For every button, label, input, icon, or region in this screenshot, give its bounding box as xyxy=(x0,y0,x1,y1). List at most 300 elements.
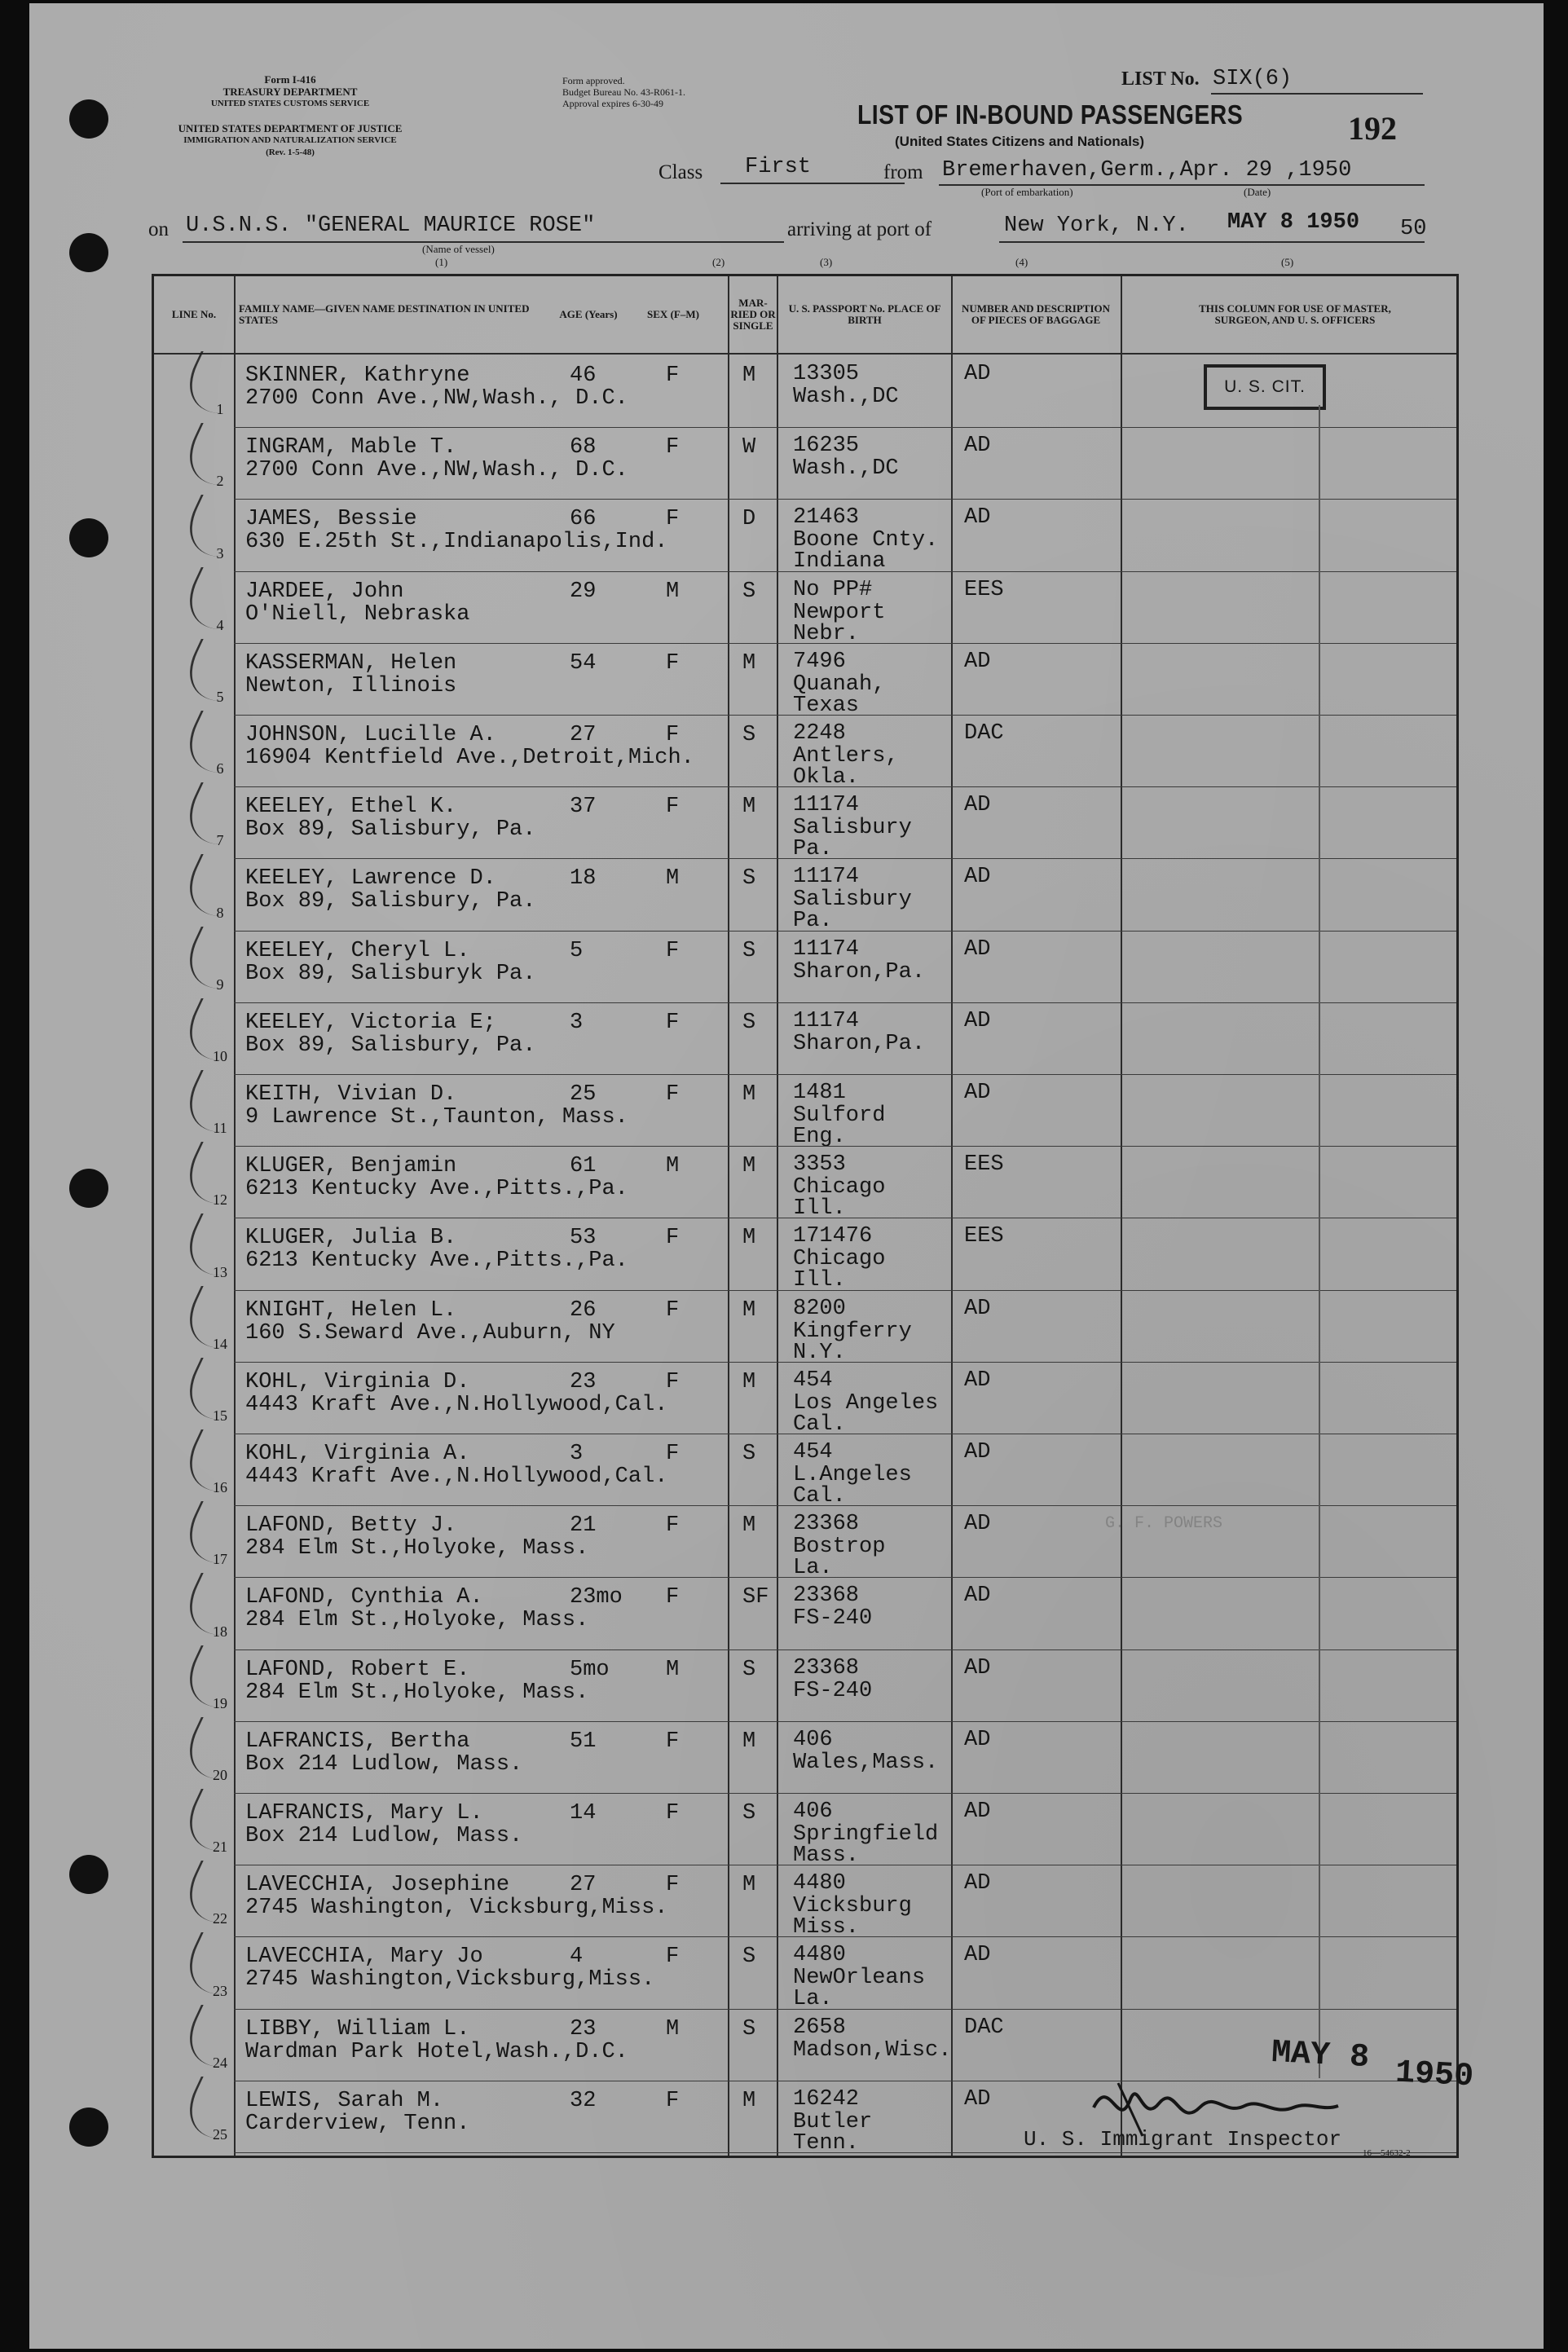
passenger-marital-status: S xyxy=(742,579,756,604)
place-of-birth: Newport xyxy=(793,600,886,625)
document-subtitle: (United States Citizens and Nationals) xyxy=(895,134,1145,149)
place-of-birth: Salisbury xyxy=(793,816,912,841)
place-of-birth-line2: Miss. xyxy=(793,1915,860,1940)
passenger-marital-status: S xyxy=(742,1657,756,1682)
line-number: 16 xyxy=(213,1479,227,1496)
place-of-birth: Sharon,Pa. xyxy=(793,1031,926,1056)
passenger-marital-status: SF xyxy=(742,1585,769,1610)
punch-hole xyxy=(69,1169,108,1208)
bleed-through-text: G. F. POWERS xyxy=(1105,1514,1223,1533)
baggage: AD xyxy=(964,1583,991,1609)
place-of-birth: Wash.,DC xyxy=(793,456,899,482)
baggage: EES xyxy=(964,577,1004,602)
passenger-sex: F xyxy=(666,435,680,460)
passenger-name: KEITH, Vivian D. xyxy=(245,1082,457,1107)
place-of-birth-line2: Ill. xyxy=(793,1268,846,1293)
passenger-marital-status: M xyxy=(742,2088,756,2113)
punch-hole xyxy=(69,233,108,272)
passenger-destination: 284 Elm St.,Holyoke, Mass. xyxy=(245,1608,589,1633)
passenger-sex: F xyxy=(666,1442,680,1466)
passport-number: 4480 xyxy=(793,1943,846,1968)
line-number: 12 xyxy=(213,1191,227,1209)
date-caption: (Date) xyxy=(1244,186,1271,198)
place-of-birth-line2: Cal. xyxy=(793,1484,846,1509)
punch-hole xyxy=(69,1855,108,1894)
passenger-name: KLUGER, Julia B. xyxy=(245,1226,457,1251)
passenger-sex: F xyxy=(666,1585,680,1610)
passenger-destination: 4443 Kraft Ave.,N.Hollywood,Cal. xyxy=(245,1464,668,1489)
passenger-destination: 2745 Washington, Vicksburg,Miss. xyxy=(245,1896,668,1921)
passport-number: 454 xyxy=(793,1368,833,1393)
passenger-sex: F xyxy=(666,1945,680,1970)
line-number: 2 xyxy=(216,473,224,490)
passenger-name: KLUGER, Benjamin xyxy=(245,1154,457,1179)
header-name: FAMILY NAME—GIVEN NAME DESTINATION IN UNITED STATES xyxy=(239,302,530,326)
passenger-destination: Carderview, Tenn. xyxy=(245,2111,470,2136)
passport-number: 11174 xyxy=(793,1008,860,1033)
punch-hole xyxy=(69,2108,108,2147)
table-row xyxy=(154,1865,1456,1940)
passport-number: 7496 xyxy=(793,649,846,674)
passenger-marital-status: M xyxy=(742,1154,756,1179)
passenger-age: 27 xyxy=(570,723,597,747)
passenger-marital-status: M xyxy=(742,1873,756,1898)
customs-service: UNITED STATES CUSTOMS SERVICE xyxy=(210,99,370,108)
passenger-sex: F xyxy=(666,507,680,532)
passenger-age: 14 xyxy=(570,1801,597,1826)
line-number: 24 xyxy=(213,2054,227,2071)
passport-number: 16235 xyxy=(793,434,860,459)
passenger-name: KEELEY, Lawrence D. xyxy=(245,866,496,892)
passport-number: 23368 xyxy=(793,1655,860,1680)
ins-service: IMMIGRATION AND NATURALIZATION SERVICE xyxy=(183,135,397,145)
col-number-4: (4) xyxy=(1015,256,1028,268)
passenger-name: KEELEY, Ethel K. xyxy=(245,795,457,820)
passenger-marital-status: S xyxy=(742,1010,756,1035)
header-line-no: LINE No. xyxy=(171,308,217,320)
place-of-birth: Los Angeles xyxy=(793,1390,939,1416)
place-of-birth: Salisbury xyxy=(793,888,912,913)
passenger-age: 25 xyxy=(570,1082,597,1107)
line-number: 3 xyxy=(216,544,224,562)
line-number: 25 xyxy=(213,2125,227,2143)
line-number: 14 xyxy=(213,1335,227,1352)
baggage: AD xyxy=(964,2086,991,2112)
table-row xyxy=(154,1794,1456,1868)
header-officers: THIS COLUMN FOR USE OF MASTER, SURGEON, AND U. S. OFFICERS xyxy=(1199,302,1391,326)
line-number: 10 xyxy=(213,1047,227,1064)
col-number-5: (5) xyxy=(1281,256,1294,268)
place-of-birth-line2: Mass. xyxy=(793,1843,860,1868)
place-of-birth: Springfield xyxy=(793,1822,939,1847)
place-of-birth: Bostrop xyxy=(793,1535,886,1560)
passenger-age: 61 xyxy=(570,1154,597,1179)
passenger-age: 26 xyxy=(570,1297,597,1323)
col-number-1: (1) xyxy=(435,256,448,268)
header-baggage: NUMBER AND DESCRIPTION OF PIECES OF BAGGAGE xyxy=(961,302,1111,326)
table-row xyxy=(154,716,1456,790)
line-number: 11 xyxy=(213,1120,227,1137)
punch-hole xyxy=(69,99,108,139)
line-number: 15 xyxy=(213,1407,227,1424)
vessel-caption: (Name of vessel) xyxy=(422,243,495,255)
passenger-marital-status: S xyxy=(742,2016,756,2041)
list-number-value: SIX(6) xyxy=(1213,67,1293,91)
table-row xyxy=(154,1363,1456,1437)
line-number: 23 xyxy=(213,1982,227,1999)
passenger-marital-status: S xyxy=(742,866,756,892)
passenger-name: INGRAM, Mable T. xyxy=(245,435,457,460)
class-value: First xyxy=(745,155,812,179)
passenger-name: LIBBY, William L. xyxy=(245,2016,470,2041)
passenger-destination: 6213 Kentucky Ave.,Pitts.,Pa. xyxy=(245,1249,628,1274)
passenger-marital-status: S xyxy=(742,938,756,963)
passenger-destination: Box 89, Salisbury, Pa. xyxy=(245,889,536,914)
passport-number: 454 xyxy=(793,1440,833,1464)
list-number-underline xyxy=(1211,93,1423,95)
line-number: 5 xyxy=(216,688,224,705)
passenger-destination: 4443 Kraft Ave.,N.Hollywood,Cal. xyxy=(245,1392,668,1417)
place-of-birth: Kingferry xyxy=(793,1319,912,1344)
passenger-marital-status: M xyxy=(742,1513,756,1539)
place-of-birth-line2: Pa. xyxy=(793,837,833,862)
passenger-manifest-page xyxy=(29,3,1544,2349)
baggage: AD xyxy=(964,434,991,459)
place-of-birth: Sharon,Pa. xyxy=(793,959,926,984)
passenger-sex: F xyxy=(666,1801,680,1826)
passenger-age: 21 xyxy=(570,1513,597,1539)
passenger-name: KNIGHT, Helen L. xyxy=(245,1297,457,1323)
passenger-marital-status: M xyxy=(742,795,756,820)
line-number: 13 xyxy=(213,1263,227,1280)
passenger-destination: 160 S.Seward Ave.,Auburn, NY xyxy=(245,1320,615,1346)
passport-number: 13305 xyxy=(793,362,860,386)
table-row xyxy=(154,859,1456,934)
place-of-birth: Chicago xyxy=(793,1247,886,1272)
passport-number: 8200 xyxy=(793,1296,846,1321)
line-number: 8 xyxy=(216,904,224,921)
passenger-destination: Box 89, Salisbury, Pa. xyxy=(245,817,536,843)
header-passport: U. S. PASSPORT No. PLACE OF BIRTH xyxy=(788,302,941,326)
passenger-sex: F xyxy=(666,723,680,747)
passport-number: 16242 xyxy=(793,2086,860,2112)
class-underline xyxy=(720,183,905,184)
passenger-name: LAVECCHIA, Josephine xyxy=(245,1873,510,1898)
arrival-underline xyxy=(999,241,1425,243)
place-of-birth-line2: Eng. xyxy=(793,1125,846,1149)
place-of-birth-line2: Pa. xyxy=(793,909,833,934)
passenger-sex: F xyxy=(666,650,680,676)
line-number: 21 xyxy=(213,1839,227,1856)
vessel-name: U.S.N.S. "GENERAL MAURICE ROSE" xyxy=(186,214,596,238)
passenger-name: KASSERMAN, Helen xyxy=(245,650,457,676)
form-header-left xyxy=(176,73,404,110)
place-of-birth: FS-240 xyxy=(793,1678,873,1703)
print-code: 16—54632-2 xyxy=(1363,2148,1411,2158)
table-row xyxy=(154,1147,1456,1222)
passenger-destination: O'Niell, Nebraska xyxy=(245,601,470,627)
passenger-sex: F xyxy=(666,363,680,388)
passenger-sex: F xyxy=(666,1729,680,1754)
passenger-name: LAVECCHIA, Mary Jo xyxy=(245,1945,483,1970)
passenger-marital-status: S xyxy=(742,1945,756,1970)
arrival-port: New York, N.Y. xyxy=(1004,214,1189,238)
list-number-label: LIST No. xyxy=(1121,68,1200,90)
document-title: LIST OF IN-BOUND PASSENGERS xyxy=(857,99,1244,130)
table-row xyxy=(154,1003,1456,1075)
baggage: AD xyxy=(964,936,991,962)
passport-number: 23368 xyxy=(793,1512,860,1537)
passenger-sex: F xyxy=(666,1082,680,1107)
line-number: 1 xyxy=(216,401,224,418)
place-of-birth-line2: N.Y. xyxy=(793,1340,846,1365)
passenger-age: 23 xyxy=(570,1369,597,1394)
passenger-age: 32 xyxy=(570,2088,597,2113)
passenger-destination: Newton, Illinois xyxy=(245,673,457,698)
baggage: AD xyxy=(964,793,991,818)
table-row xyxy=(154,1578,1456,1649)
line-number: 4 xyxy=(216,616,224,633)
baggage: AD xyxy=(964,1296,991,1321)
passenger-name: LAFOND, Cynthia A. xyxy=(245,1585,483,1610)
passenger-destination: 630 E.25th St.,Indianapolis,Ind. xyxy=(245,530,668,555)
passenger-marital-status: W xyxy=(742,435,756,460)
passenger-age: 29 xyxy=(570,579,597,604)
col-number-2: (2) xyxy=(712,256,725,268)
passenger-marital-status: M xyxy=(742,1082,756,1107)
table-row xyxy=(154,1291,1456,1363)
passenger-table xyxy=(152,274,1459,2158)
place-of-birth: Wales,Mass. xyxy=(793,1750,939,1775)
passenger-marital-status: M xyxy=(742,363,756,388)
place-of-birth-line2: Indiana xyxy=(793,549,886,575)
form-revision: (Rev. 1-5-48) xyxy=(266,148,315,157)
baggage: AD xyxy=(964,1081,991,1105)
passenger-age: 66 xyxy=(570,507,597,532)
page-number: 192 xyxy=(1348,110,1397,147)
passenger-destination: 284 Elm St.,Holyoke, Mass. xyxy=(245,1536,589,1561)
arrival-stamp-year: 1950 xyxy=(1394,2055,1475,2096)
passenger-sex: F xyxy=(666,2088,680,2113)
passport-number: No PP# xyxy=(793,577,873,602)
passenger-sex: M xyxy=(666,579,680,604)
passport-number: 21463 xyxy=(793,505,860,531)
justice-dept: UNITED STATES DEPARTMENT OF JUSTICE xyxy=(178,122,403,134)
passenger-age: 5mo xyxy=(570,1657,610,1682)
place-of-birth: Sulford xyxy=(793,1103,886,1128)
passenger-age: 37 xyxy=(570,795,597,820)
passport-number: 2248 xyxy=(793,721,846,746)
row-divider xyxy=(234,2152,1456,2153)
baggage: AD xyxy=(964,1655,991,1680)
passenger-destination: 284 Elm St.,Holyoke, Mass. xyxy=(245,1680,589,1705)
table-row xyxy=(154,1506,1456,1581)
arrival-stamp-date: MAY 8 xyxy=(1270,2034,1371,2077)
line-number: 18 xyxy=(213,1623,227,1640)
table-row xyxy=(154,1722,1456,1794)
passport-number: 11174 xyxy=(793,793,860,818)
table-row xyxy=(154,1937,1456,2012)
port-caption: (Port of embarkation) xyxy=(981,186,1073,198)
passenger-sex: F xyxy=(666,938,680,963)
form-number: Form I-416 xyxy=(264,73,316,86)
header-married: MAR-RIED OR SINGLE xyxy=(730,297,776,332)
passport-number: 3353 xyxy=(793,1152,846,1178)
passenger-age: 18 xyxy=(570,866,597,892)
table-row xyxy=(154,787,1456,862)
from-label: from xyxy=(883,161,923,183)
passenger-destination: 2700 Conn Ave.,NW,Wash., D.C. xyxy=(245,386,628,411)
passenger-marital-status: M xyxy=(742,1297,756,1323)
arrival-date-stamp: MAY 8 1950 xyxy=(1227,210,1360,235)
passenger-sex: F xyxy=(666,1226,680,1251)
passport-number: 11174 xyxy=(793,865,860,890)
col-number-3: (3) xyxy=(820,256,833,268)
passenger-name: JAMES, Bessie xyxy=(245,507,417,532)
place-of-birth: Wash.,DC xyxy=(793,385,899,409)
approval-block xyxy=(562,75,685,109)
place-of-birth: L.Angeles xyxy=(793,1463,912,1487)
place-of-birth: Boone Cnty. xyxy=(793,528,939,553)
passenger-marital-status: S xyxy=(742,723,756,747)
line-number: 19 xyxy=(213,1694,227,1711)
approval-line-1: Form approved. xyxy=(562,75,625,86)
header-age: AGE (Years) xyxy=(559,308,618,320)
passenger-age: 68 xyxy=(570,435,597,460)
passenger-sex: M xyxy=(666,2016,680,2041)
place-of-birth: FS-240 xyxy=(793,1606,873,1632)
table-row xyxy=(154,1434,1456,1509)
place-of-birth: Madson,Wisc. xyxy=(793,2037,952,2063)
passenger-age: 27 xyxy=(570,1873,597,1898)
header-rule xyxy=(154,353,1456,355)
line-number: 20 xyxy=(213,1766,227,1783)
passenger-name: LEWIS, Sarah M. xyxy=(245,2088,444,2113)
table-row xyxy=(154,932,1456,1003)
passenger-sex: F xyxy=(666,1369,680,1394)
table-row xyxy=(154,428,1456,500)
passenger-age: 54 xyxy=(570,650,597,676)
place-of-birth-line2: Okla. xyxy=(793,765,860,790)
place-of-birth: Antlers, xyxy=(793,744,899,769)
baggage: AD xyxy=(964,505,991,531)
passenger-name: LAFRANCIS, Mary L. xyxy=(245,1801,483,1826)
passenger-sex: F xyxy=(666,1297,680,1323)
place-of-birth-line2: Cal. xyxy=(793,1412,846,1437)
baggage: EES xyxy=(964,1224,1004,1249)
place-of-birth-line2: La. xyxy=(793,1556,833,1581)
baggage: AD xyxy=(964,1943,991,1968)
passenger-sex: F xyxy=(666,795,680,820)
baggage: DAC xyxy=(964,721,1004,746)
baggage: AD xyxy=(964,1512,991,1537)
passenger-marital-status: M xyxy=(742,650,756,676)
place-of-birth-line2: Texas xyxy=(793,693,860,718)
baggage: AD xyxy=(964,865,991,890)
place-of-birth-line2: Ill. xyxy=(793,1196,846,1222)
passenger-sex: M xyxy=(666,1154,680,1179)
baggage: DAC xyxy=(964,2015,1004,2040)
line-number: 22 xyxy=(213,1910,227,1927)
passenger-name: LAFOND, Betty J. xyxy=(245,1513,457,1539)
form-header-justice xyxy=(143,122,437,159)
arrival-year: 50 xyxy=(1400,217,1427,241)
on-label: on xyxy=(148,218,169,240)
passport-number: 4480 xyxy=(793,1871,846,1896)
passenger-destination: Box 89, Salisburyk Pa. xyxy=(245,961,536,986)
passenger-destination: 2745 Washington,Vicksburg,Miss. xyxy=(245,1967,655,1993)
place-of-birth: NewOrleans xyxy=(793,1966,926,1991)
place-of-birth: Butler xyxy=(793,2109,873,2134)
baggage: AD xyxy=(964,1440,991,1464)
passenger-age: 3 xyxy=(570,1010,584,1035)
baggage: AD xyxy=(964,1008,991,1033)
passport-number: 23368 xyxy=(793,1583,860,1609)
class-label: Class xyxy=(658,161,703,183)
passenger-age: 46 xyxy=(570,363,597,388)
arriving-label: arriving at port of xyxy=(787,218,932,240)
passenger-sex: F xyxy=(666,1873,680,1898)
passenger-age: 5 xyxy=(570,938,584,963)
passenger-destination: Box 89, Salisbury, Pa. xyxy=(245,1033,536,1058)
from-value: Bremerhaven,Germ.,Apr. 29 ,1950 xyxy=(942,158,1352,183)
baggage: AD xyxy=(964,649,991,674)
line-number: 17 xyxy=(213,1551,227,1568)
passenger-sex: F xyxy=(666,1010,680,1035)
passenger-age: 4 xyxy=(570,1945,584,1970)
place-of-birth-line2: La. xyxy=(793,1987,833,2012)
passenger-sex: F xyxy=(666,1513,680,1539)
table-row xyxy=(154,572,1456,644)
us-citizen-stamp: U. S. CIT. xyxy=(1204,364,1326,410)
place-of-birth: Chicago xyxy=(793,1175,886,1200)
passenger-destination: Wardman Park Hotel,Wash.,D.C. xyxy=(245,2039,628,2064)
passenger-name: LAFRANCIS, Bertha xyxy=(245,1729,470,1754)
passenger-age: 51 xyxy=(570,1729,597,1754)
passenger-sex: M xyxy=(666,1657,680,1682)
passenger-marital-status: M xyxy=(742,1369,756,1394)
passenger-marital-status: M xyxy=(742,1226,756,1251)
line-number: 9 xyxy=(216,976,224,993)
baggage: AD xyxy=(964,1727,991,1752)
passenger-name: LAFOND, Robert E. xyxy=(245,1657,470,1682)
passenger-destination: 9 Lawrence St.,Taunton, Mass. xyxy=(245,1105,628,1130)
passenger-name: KEELEY, Cheryl L. xyxy=(245,938,470,963)
passenger-destination: Box 214 Ludlow, Mass. xyxy=(245,1824,523,1848)
passport-number: 171476 xyxy=(793,1224,873,1249)
passenger-marital-status: S xyxy=(742,1801,756,1826)
line-number: 6 xyxy=(216,760,224,777)
table-row xyxy=(154,644,1456,716)
inspector-label: U. S. Immigrant Inspector xyxy=(1024,2127,1342,2152)
baggage: AD xyxy=(964,1368,991,1393)
header-sex: SEX (F–M) xyxy=(647,308,699,320)
passenger-age: 23mo xyxy=(570,1585,623,1610)
passenger-name: JARDEE, John xyxy=(245,579,404,604)
passenger-marital-status: S xyxy=(742,1442,756,1466)
place-of-birth: Quanah, xyxy=(793,672,886,697)
passport-number: 1481 xyxy=(793,1081,846,1105)
table-row xyxy=(154,1218,1456,1293)
passenger-name: JOHNSON, Lucille A. xyxy=(245,723,496,747)
passenger-sex: M xyxy=(666,866,680,892)
passenger-name: KEELEY, Victoria E; xyxy=(245,1010,496,1035)
table-row xyxy=(154,500,1456,575)
line-number: 7 xyxy=(216,832,224,849)
place-of-birth-line2: Tenn. xyxy=(793,2130,860,2156)
passport-number: 11174 xyxy=(793,936,860,962)
passport-number: 406 xyxy=(793,1727,833,1752)
